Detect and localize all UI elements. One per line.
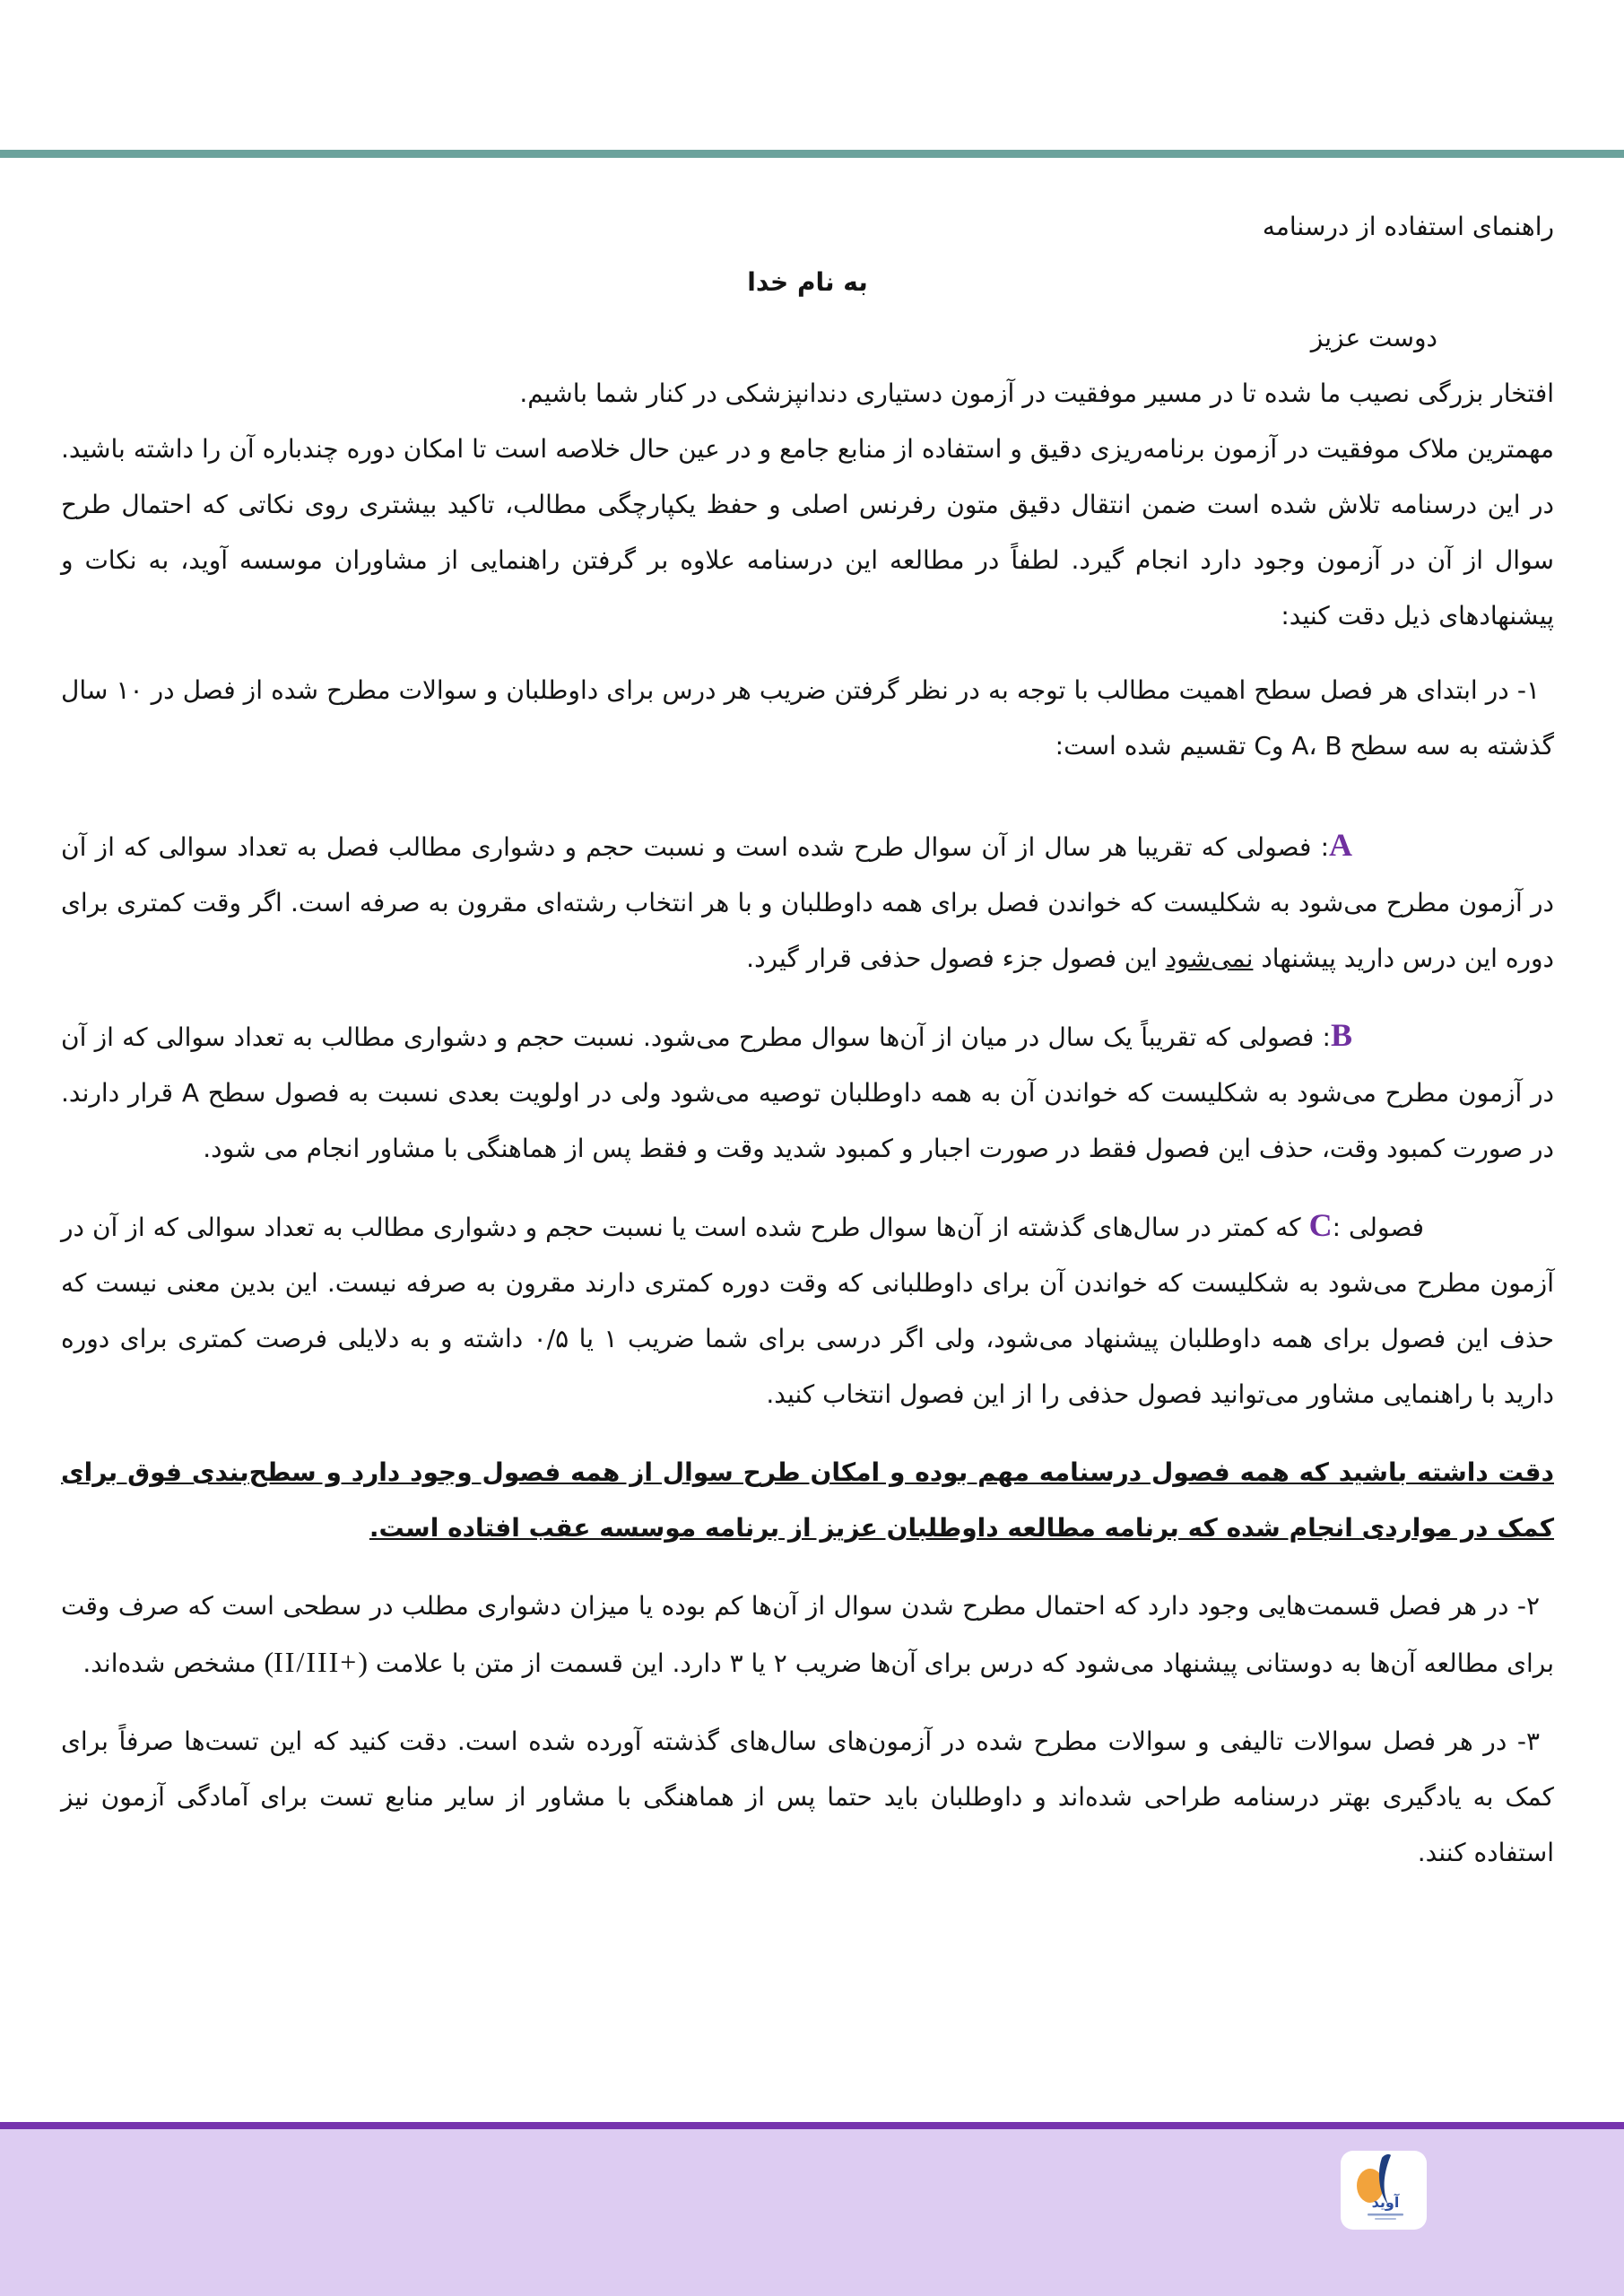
page-title: راهنمای استفاده از درسنامه [1262, 212, 1554, 241]
greeting-line: دوست عزیز [1310, 323, 1437, 352]
numbered-item-2 [61, 1578, 1554, 1692]
logo-wordmark: آوید [1371, 2194, 1400, 2211]
level-b-text: فصولی که تقریباً یک سال در میان از آن‌ها سوال مطرح می‌شود. نسبت حجم و دشواری مطالب به تعداد سوالی که از آن در آزمون مطرح می‌شود به شکلیست که خواندن آن به همه داوطلبان توصیه می‌شود ولی در اولویت بعدی نسبت به فصول سطح A قرار دارند. در صورت کمبود وقت، حذف این فصول فقط در صورت اجبار و کمبود شدید وقت و فقط پس از هماهنگی با مشاور انجام می شود. [61, 1022, 1554, 1163]
level-a-text-2: این فصول جزء فصول حذفی قرار گیرد. [746, 944, 1166, 973]
level-a-text: فصولی که تقریبا هر سال از آن سوال طرح شده است و نسبت حجم و دشواری مطالب فصل به تعداد سوالی که از آن در آزمون مطرح می‌شود به شکلیست که خواندن فصل برای همه داوطلبان و با هر انتخاب رشته‌ای مقرون به صرفه است. اگر وقت کمتری برای دوره این درس دارید پیشنهاد [61, 832, 1554, 973]
level-marker-notation: (II/III+) [264, 1646, 368, 1678]
level-c-paragraph [61, 1197, 1554, 1422]
intro-paragraph-1: افتخار بزرگی نصیب ما شده تا در مسیر موفقیت در آزمون دستیاری دندانپزشکی در کنار شما باشیم. [519, 378, 1554, 408]
intro-paragraph-2: مهمترین ملاک موفقیت در آزمون برنامه‌ریزی دقیق و استفاده از منابع جامع و در عین حال خلاصه است تا امکان دوره چندباره آن را داشته باشید. در این درسنامه تلاش شده است ضمن انتقال دقیق متون رفرنس اصلی و حفظ یکپارچگی مطالب، تاکید بیشتری روی نکاتی که احتمال طرح سوال از آن در آزمون وجود دارد انجام گیرد. لطفاً در مطالعه این درسنامه علاوه بر گرفتن راهنمایی از مشاوران موسسه آوید، به نکات و پیشنهادهای ذیل دقت کنید: [61, 434, 1554, 631]
footer-divider-rule [0, 2122, 1624, 2129]
level-c-colon: : [1332, 1213, 1342, 1242]
level-a-underlined-word: نمی‌شود [1165, 944, 1254, 973]
level-a-colon: : [1311, 832, 1330, 862]
item-2-text: ۲- در هر فصل قسمت‌هایی وجود دارد که احتمال مطرح شدن سوال از آن‌ها کم بوده یا میزان دشواری مطلب در سطحی است که صرف وقت برای مطالعه آن‌ها به دوستانی پیشنهاد می‌شود که درس برای آن‌ها ضریب ۲ یا ۳ دارد. این قسمت از متن با علامت [61, 1591, 1554, 1678]
document-body [61, 199, 1554, 1881]
level-b-colon: : [1314, 1022, 1331, 1052]
level-a-paragraph [61, 817, 1554, 987]
level-a-letter: A [1329, 827, 1353, 863]
numbered-item-3: ۳- در هر فصل سوالات تالیفی و سوالات مطرح شده در آزمون‌های سال‌های گذشته آورده شده است. دقت کنید که این تست‌ها صرفاً برای کمک به یادگیری بهتر درسنامه طراحی شده‌اند و داوطلبان باید حتما پس از هماهنگی با مشاور از سایر منابع تست برای آمادگی آزمون نیز استفاده کنند. [61, 1726, 1554, 1867]
avid-logo-icon [1341, 2151, 1427, 2230]
numbered-item-1: ۱- در ابتدای هر فصل سطح اهمیت مطالب با توجه به در نظر گرفتن ضریب هر درس برای داوطلبان و سوالات مطرح شده از فصل در ۱۰ سال گذشته به سه سطح A، B وC تقسیم شده است: [61, 675, 1554, 761]
important-note: دقت داشته باشید که همه فصول درسنامه مهم بوده و امکان طرح سوال از همه فصول وجود دارد و سطح‌بندی فوق برای کمک در مواردی انجام شده که برنامه مطالعه داوطلبان عزیز از برنامه موسسه عقب افتاده است. [61, 1457, 1554, 1543]
top-divider-rule [0, 150, 1624, 158]
item-2-text-after: مشخص شده‌اند. [83, 1648, 265, 1678]
level-b-paragraph [61, 1007, 1554, 1177]
level-c-text: که کمتر در سال‌های گذشته از آن‌ها سوال طرح شده است یا نسبت حجم و دشواری مطالب به تعداد سوالی که از آن در آزمون مطرح می‌شود به شکلیست که خواندن آن برای داوطلبانی که وقت دوره کمتری دارند مقرون به صرفه نیست. این بدین معنی نیست که حذف این فصول برای همه داوطلبان پیشنهاد می‌شود، ولی اگر درسی برای شما ضریب ۱ یا ۰/۵ داشته و به دلایلی فرصت کمتری برای دوره دارید با راهنمایی مشاور می‌توانید فصول حذفی را از این فصول انتخاب کنید. [61, 1213, 1555, 1409]
level-c-letter: C [1308, 1207, 1333, 1243]
level-c-prefix [1308, 1207, 1342, 1243]
level-c-lead-word: فصولی [1349, 1213, 1425, 1242]
institute-logo [1341, 2151, 1427, 2230]
bismillah-heading: به نام خدا [747, 267, 868, 297]
level-b-letter: B [1330, 1017, 1352, 1053]
